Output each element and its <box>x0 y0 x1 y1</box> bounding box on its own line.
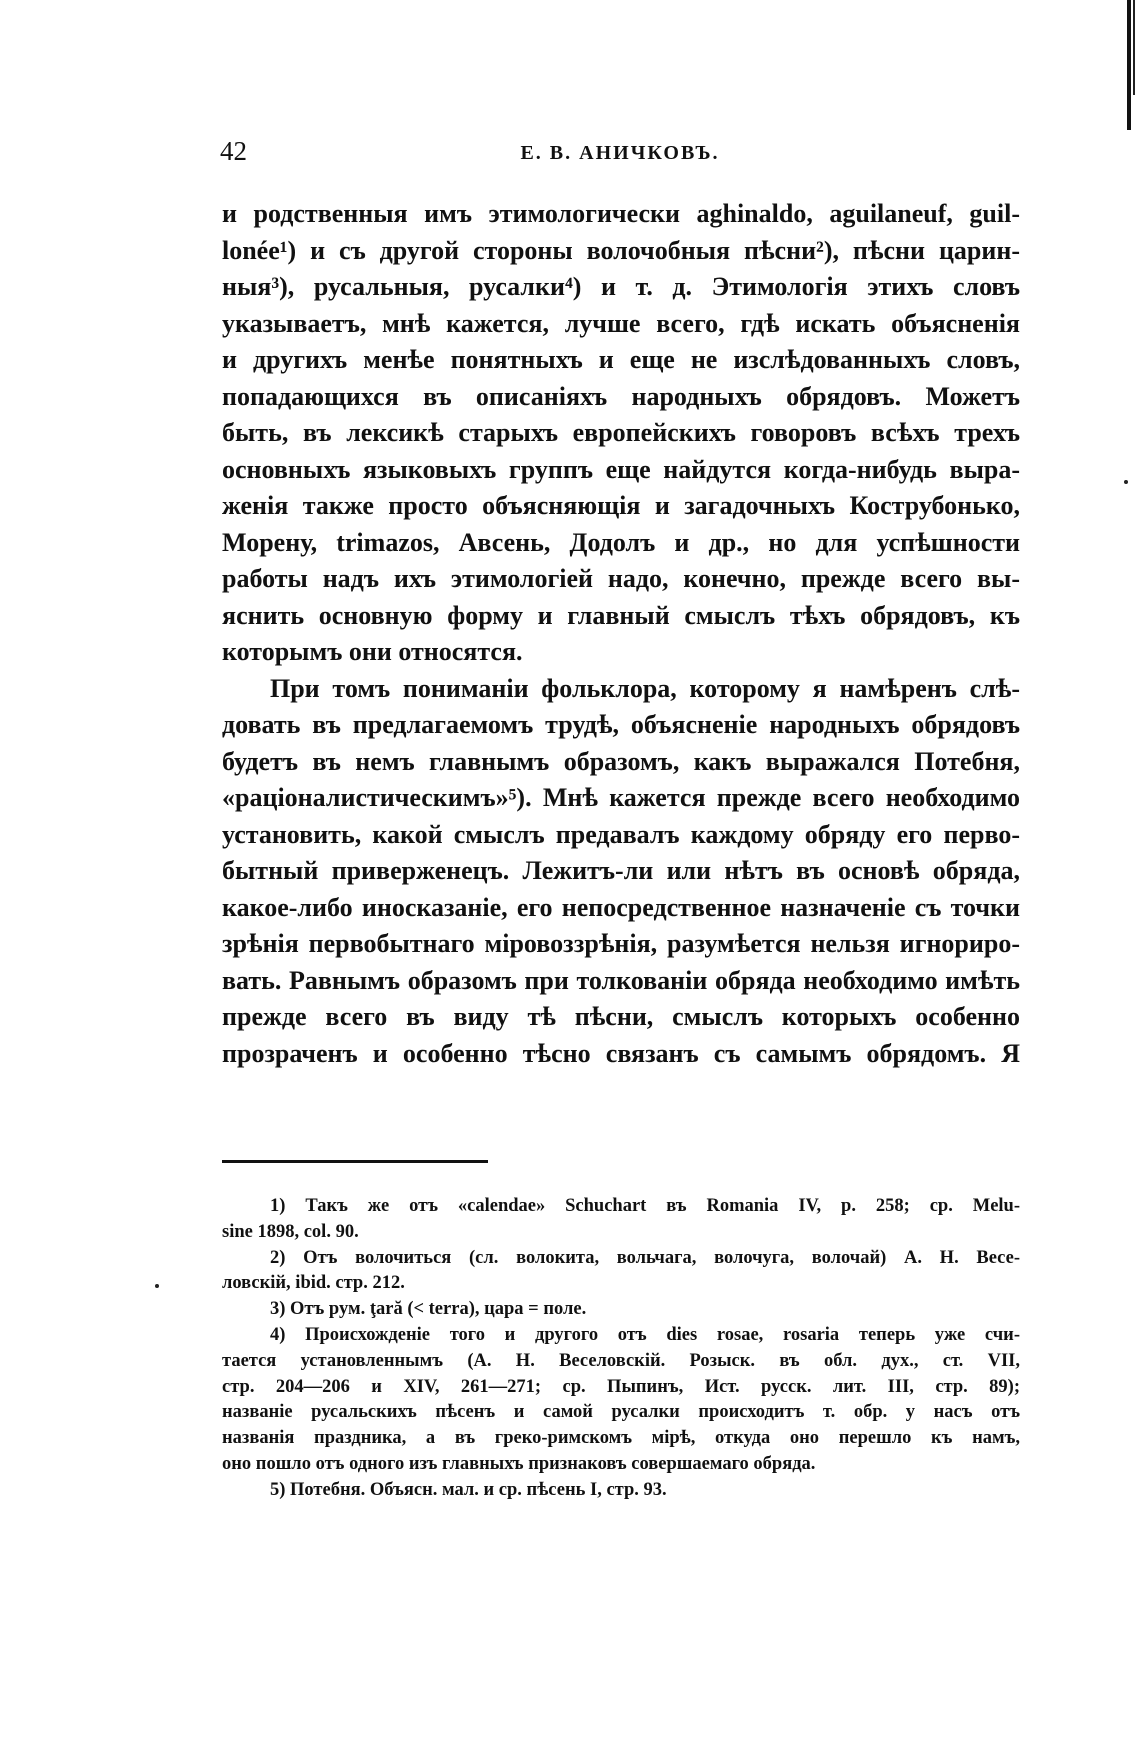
footnote-line: названіе русальскихъ пѣсенъ и самой русалки происходитъ т. обр. у насъ отъ <box>222 1402 1020 1423</box>
footnote-line: 4) Происхожденіе того и другого отъ dies rosae, rosaria теперь уже счи- <box>270 1324 1020 1345</box>
text-line: прозраченъ и особенно тѣсно связанъ съ самымъ обрядомъ. Я <box>222 1038 1020 1068</box>
scan-edge-mark <box>1133 0 1135 95</box>
footnotes <box>222 1194 1020 1504</box>
text-line: попадающихся въ описаніяхъ народныхъ обрядовъ. Можетъ <box>222 381 1020 411</box>
text-line: быть, въ лексикѣ старыхъ европейскихъ говоровъ всѣхъ трехъ <box>222 418 1020 447</box>
text-line: яснить основную форму и главный смыслъ тѣхъ обрядовъ, къ <box>222 600 1020 630</box>
text-line: и другихъ менѣе понятныхъ и еще не изслѣдованныхъ словъ, <box>222 345 1020 374</box>
footnote-line: ловскій, ibid. стр. 212. <box>222 1273 405 1294</box>
text-line: будетъ въ немъ главнымъ образомъ, какъ выражался Потебня, <box>222 746 1020 776</box>
scan-speck <box>1124 480 1128 484</box>
text-line: установить, какой смыслъ предавалъ каждому обряду его перво- <box>222 819 1020 849</box>
footnote-line: 2) Отъ волочиться (сл. волокита, вольчага, волочуга, волочай) А. Н. Весе- <box>270 1247 1020 1268</box>
footnote-line: sine 1898, col. 90. <box>222 1221 359 1242</box>
text-line: работы надъ ихъ этимологіей надо, конечно, прежде всего вы- <box>222 564 1020 593</box>
running-head <box>220 136 1020 176</box>
text-line: вать. Равнымъ образомъ при толкованіи обряда необходимо имѣть <box>222 965 1020 995</box>
text-line: бытный приверженецъ. Лежитъ-ли или нѣтъ въ основѣ обряда, <box>222 856 1020 885</box>
footnote-line: 3) Отъ рум. ţară (< terra), цара = поле. <box>270 1299 587 1320</box>
scan-speck <box>155 1284 159 1288</box>
text-line: указываетъ, мнѣ кажется, лучше всего, гдѣ искать объясненія <box>222 308 1020 338</box>
footnote-line: стр. 204—206 и XIV, 261—271; ср. Пыпинъ, Ист. русск. лит. III, стр. 89); <box>222 1376 1020 1397</box>
running-title: Е. В. АНИЧКОВЪ. <box>520 142 720 164</box>
footnote-line: тается установленнымъ (А. Н. Веселовскій. Розыск. въ обл. дух., ст. VII, <box>222 1350 1020 1371</box>
footnote-separator <box>222 1160 488 1163</box>
page-number: 42 <box>220 136 247 166</box>
text-line: основныхъ языковыхъ группъ еще найдутся когда-нибудь выра- <box>222 454 1020 484</box>
footnote-line: названія праздника, а въ греко-римскомъ мірѣ, откуда оно перешло къ намъ, <box>222 1428 1020 1449</box>
footnote-line: 1) Такъ же отъ «calendae» Schuchart въ Romania IV, p. 258; ср. Melu- <box>270 1196 1020 1216</box>
text-line: Морену, trimazos, Авсень, Додолъ и др., но для успѣшности <box>222 527 1020 557</box>
text-line: ныя³), русальныя, русалки⁴) и т. д. Этимологія этихъ словъ <box>222 272 1020 301</box>
text-line: прежде всего въ виду тѣ пѣсни, смыслъ которыхъ особенно <box>222 1002 1020 1031</box>
text-line: При томъ пониманіи фольклора, которому я намѣренъ слѣ- <box>270 673 1020 703</box>
text-line: какое-либо иносказаніе, его непосредственное назначеніе съ точки <box>222 892 1020 922</box>
scan-edge-mark <box>1127 0 1131 130</box>
text-line: довать въ предлагаемомъ трудѣ, объясненіе народныхъ обрядовъ <box>222 710 1020 739</box>
footnote-line: 5) Потебня. Объясн. мал. и ср. пѣсень I, стр. 93. <box>270 1479 667 1500</box>
text-line: которымъ они относятся. <box>222 637 523 666</box>
text-line: lonée¹) и съ другой стороны волочобныя пѣсни²), пѣсни царин- <box>222 235 1020 265</box>
text-line: женія также просто объясняющія и загадочныхъ Кострубонько, <box>222 491 1020 520</box>
text-line: и родственныя имъ этимологически aghinaldo, aguilaneuf, guil- <box>222 199 1020 228</box>
text-line: «раціоналистическимъ»⁵). Мнѣ кажется прежде всего необходимо <box>222 783 1020 812</box>
text-line: зрѣнія первобытнаго міровоззрѣнія, разумѣется нельзя игнориро- <box>222 929 1020 958</box>
body-text <box>222 196 1020 1072</box>
footnote-line: оно пошло отъ одного изъ главныхъ признаковъ совершаемаго обряда. <box>222 1453 816 1474</box>
